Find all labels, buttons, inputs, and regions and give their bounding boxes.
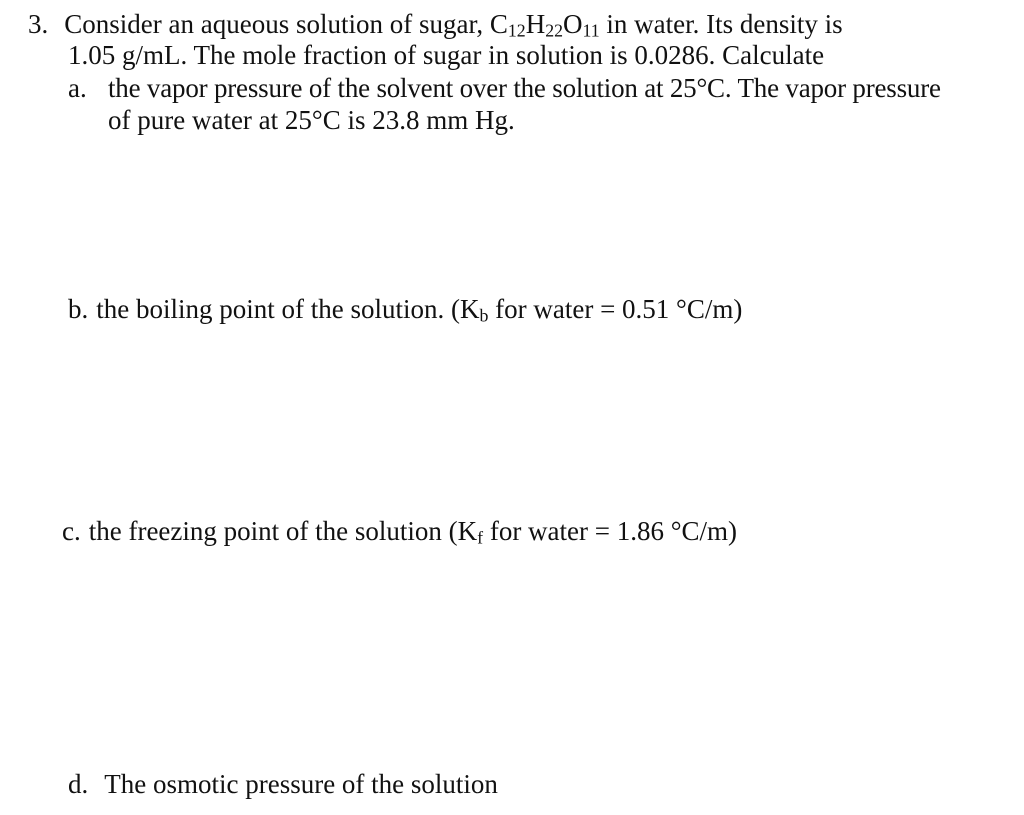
part-c-text-suffix: for water = 1.86 °C/m) [483, 516, 738, 546]
part-b-text-prefix: the boiling point of the solution. (K [96, 294, 480, 324]
part-d [68, 771, 498, 798]
part-d-label: d. [68, 769, 89, 799]
part-a-line-1: the vapor pressure of the solvent over the solution at 25°C. The vapor pressure [108, 73, 941, 103]
part-a-label: a. [68, 73, 87, 103]
kf-subscript: f [477, 527, 484, 548]
part-c-text-prefix: the freezing point of the solution (K [88, 516, 478, 546]
part-b [68, 294, 743, 326]
question-intro-prefix: Consider an aqueous solution of sugar, [64, 9, 490, 39]
question-line-2: 1.05 g/mL. The mole fraction of sugar in solution is 0.0286. Calculate [68, 40, 825, 70]
part-d-text: The osmotic pressure of the solution [104, 769, 498, 799]
question-line-1 [28, 9, 843, 41]
part-b-text-suffix: for water = 0.51 °C/m) [488, 294, 743, 324]
question-intro-suffix: in water. Its density is [599, 9, 843, 39]
part-b-label: b. [68, 294, 89, 324]
kb-subscript: b [479, 305, 489, 326]
part-a-line-2: of pure water at 25°C is 23.8 mm Hg. [108, 105, 515, 135]
question-number: 3. [28, 9, 49, 39]
part-c-label: c. [62, 516, 81, 546]
part-c [62, 516, 738, 548]
sugar-formula: $C_{12}H_{22}O_{11}$ [489, 9, 600, 41]
